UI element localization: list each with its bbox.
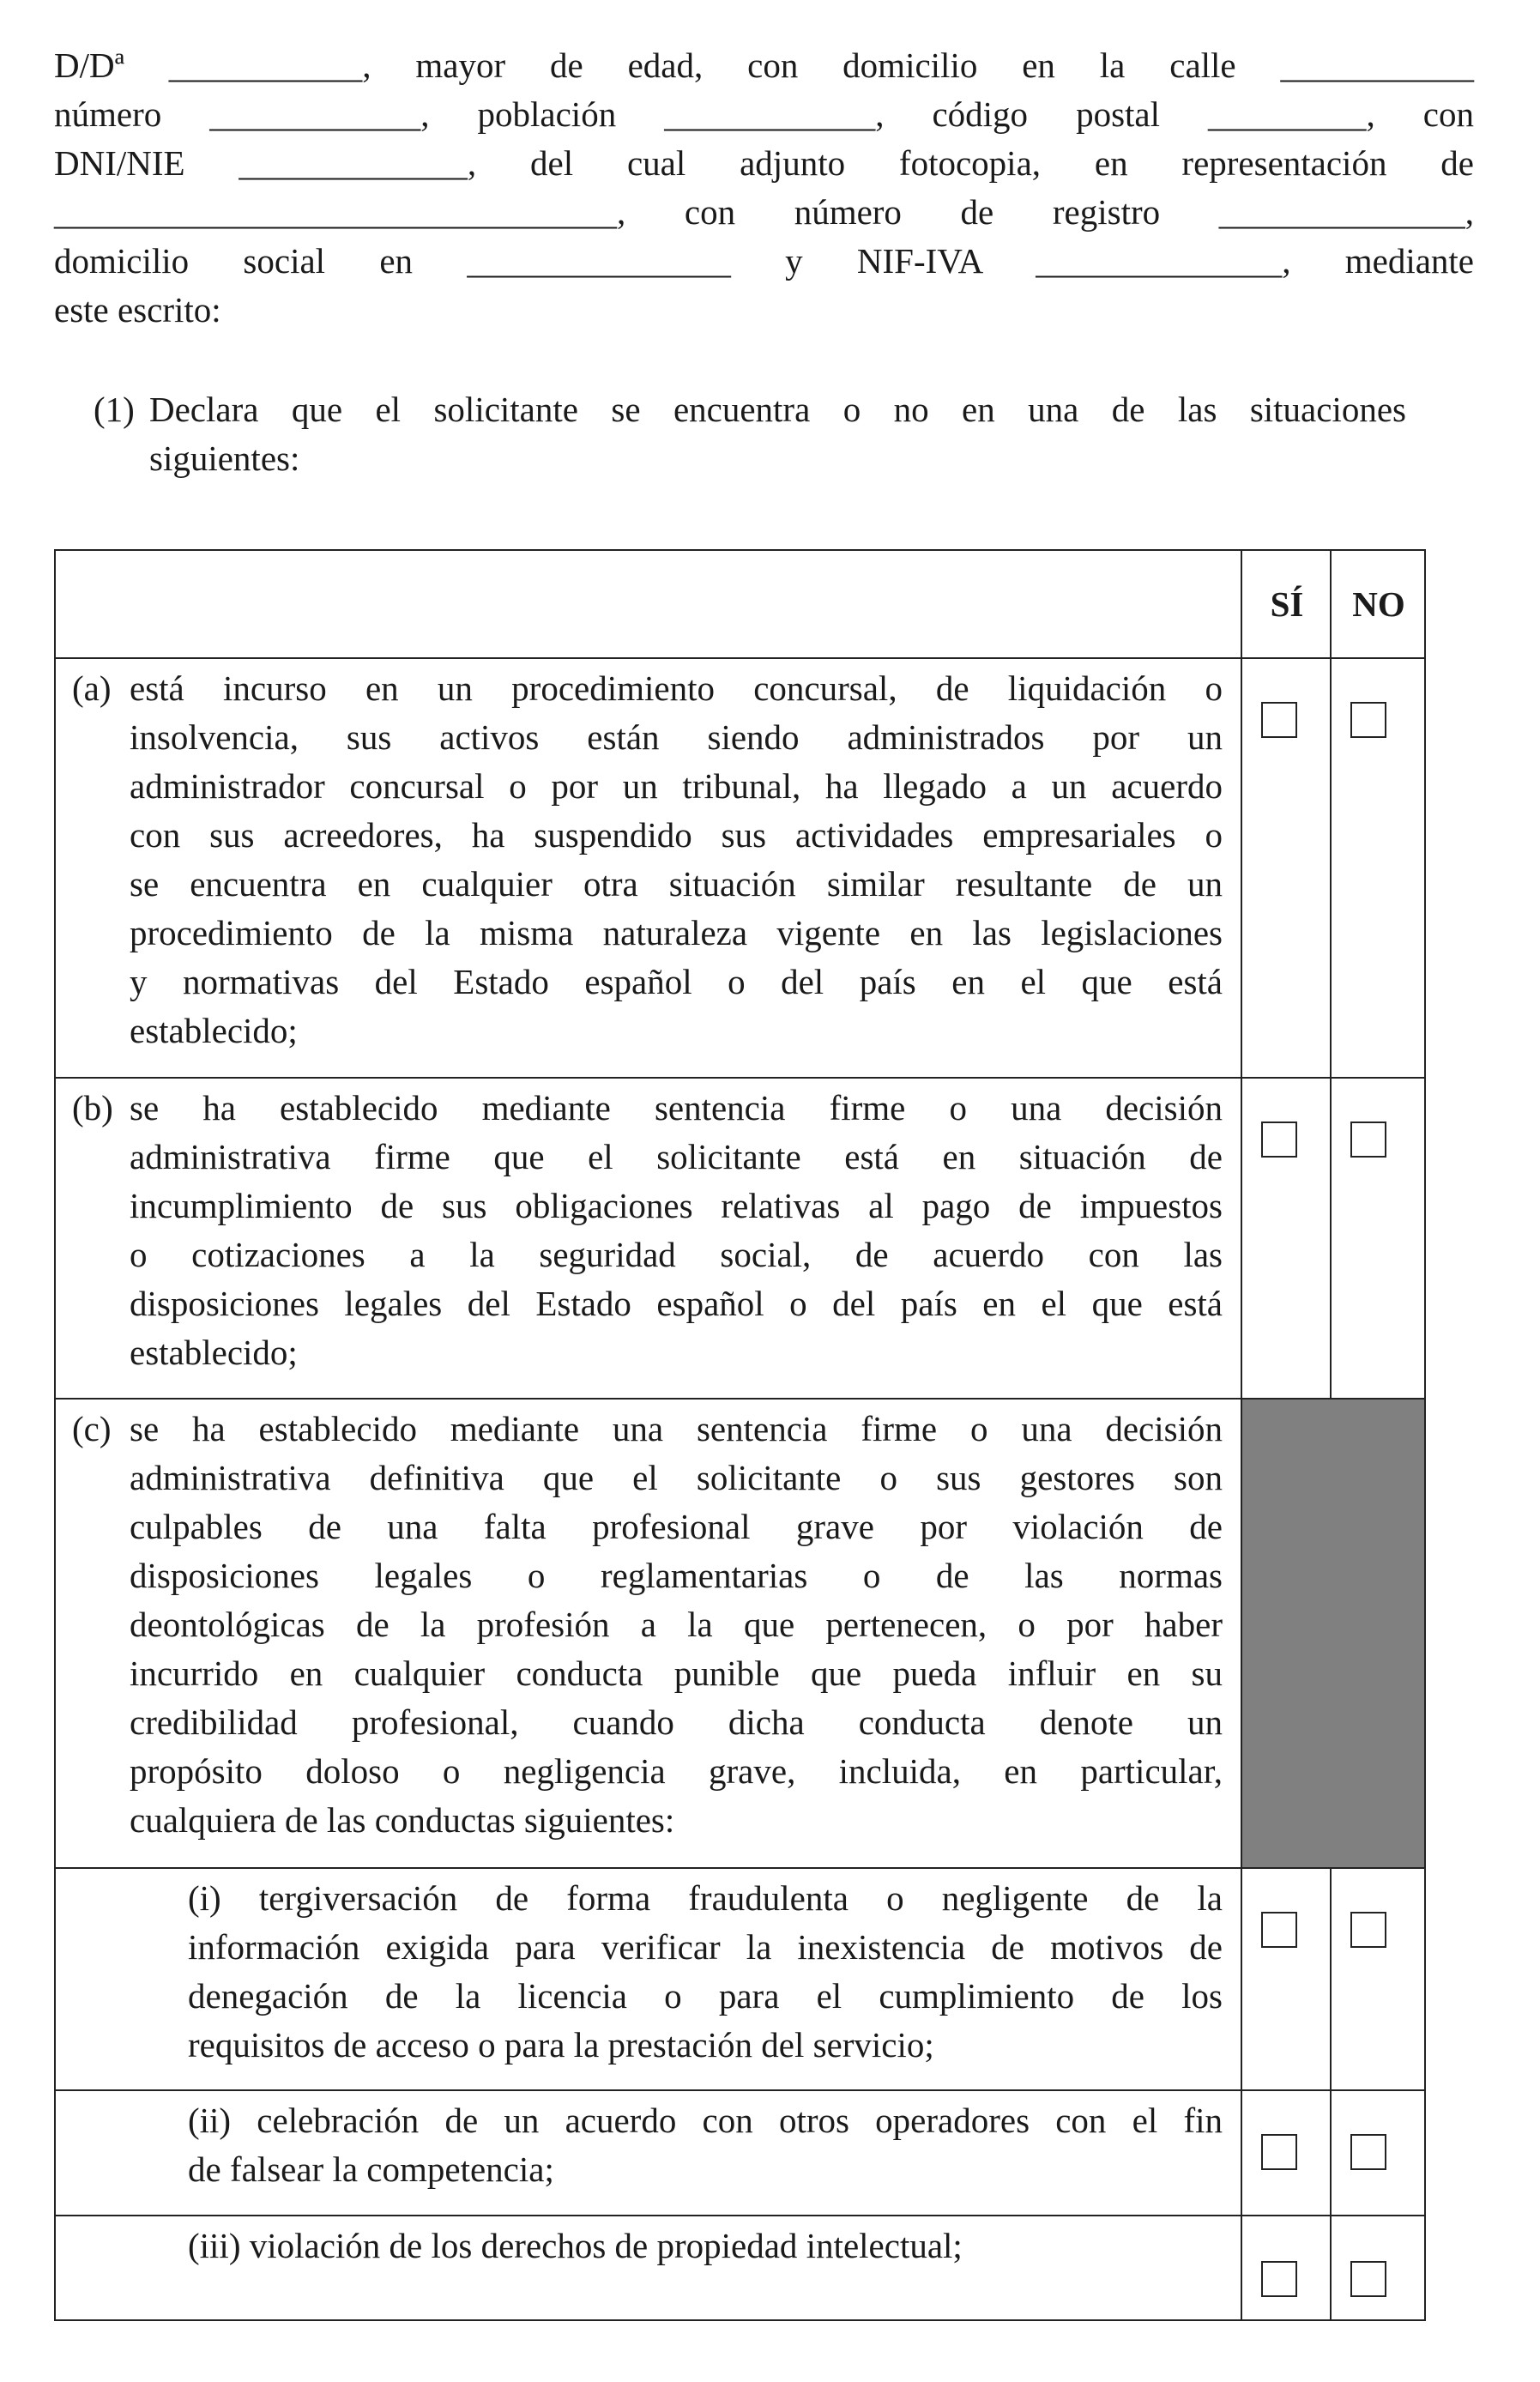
header-si: SÍ xyxy=(1270,584,1304,624)
text-line: requisitos de acceso o para la prestación del servicio; xyxy=(188,2025,934,2065)
text-line: D/Dª ___________, mayor de edad, con domicilio en la calle ___________ xyxy=(54,45,1474,85)
text-line: establecido; xyxy=(130,1011,298,1050)
text-line: se ha establecido mediante sentencia firme o una decisión xyxy=(130,1088,1223,1128)
text-line: se ha establecido mediante una sentencia firme o una decisión xyxy=(130,1409,1223,1448)
intro-paragraph xyxy=(54,41,1474,335)
text-line: credibilidad profesional, cuando dicha conducta denote un xyxy=(130,1702,1223,1742)
checkbox-no[interactable] xyxy=(1350,2134,1386,2170)
text-line: cualquiera de las conductas siguientes: xyxy=(130,1800,675,1840)
row-text xyxy=(188,2096,1223,2194)
row-label: (b) xyxy=(72,1088,113,1128)
table-row xyxy=(56,657,1424,1077)
text-line: domicilio social en _______________ y NIF-IVA ______________, mediante xyxy=(54,241,1474,281)
table-row xyxy=(56,2215,1424,2323)
text-line: de falsear la competencia; xyxy=(188,2149,554,2189)
declaration-text xyxy=(149,385,1406,483)
table-row xyxy=(56,2089,1424,2215)
text-line: información exigida para verificar la inexistencia de motivos de xyxy=(188,1927,1223,1967)
text-line: administrativa firme que el solicitante está en situación de xyxy=(130,1137,1223,1176)
text-line: disposiciones legales o reglamentarias o de las normas xyxy=(130,1556,1223,1595)
checkbox-no[interactable] xyxy=(1350,2261,1386,2297)
row-text xyxy=(130,1084,1223,1377)
text-line: procedimiento de la misma naturaleza vigente en las legislaciones xyxy=(130,913,1223,952)
text-line: establecido; xyxy=(130,1333,298,1372)
text-line: DNI/NIE _____________, del cual adjunto fotocopia, en representación de xyxy=(54,143,1474,183)
table-row xyxy=(56,1077,1424,1398)
text-line: siguientes: xyxy=(149,438,300,478)
checkbox-si[interactable] xyxy=(1261,2134,1297,2170)
checkbox-si[interactable] xyxy=(1261,1121,1297,1158)
checkbox-si[interactable] xyxy=(1261,1912,1297,1948)
row-text xyxy=(130,1405,1223,1845)
checkbox-no[interactable] xyxy=(1350,1121,1386,1158)
shaded-cell xyxy=(1242,1400,1424,1867)
checkbox-no[interactable] xyxy=(1350,1912,1386,1948)
row-text xyxy=(188,2222,1223,2270)
checkbox-si[interactable] xyxy=(1261,2261,1297,2297)
text-line: se encuentra en cualquier otra situación similar resultante de un xyxy=(130,864,1223,904)
text-line: disposiciones legales del Estado español o del país en el que está xyxy=(130,1284,1223,1323)
text-line: y normativas del Estado español o del país en el que está xyxy=(130,962,1223,1001)
text-line: (ii) celebración de un acuerdo con otros operadores con el fin xyxy=(188,2101,1223,2140)
text-line: denegación de la licencia o para el cumplimiento de los xyxy=(188,1976,1223,2016)
row-text xyxy=(188,1874,1223,2070)
text-line: incurrido en cualquier conducta punible que pueda influir en su xyxy=(130,1653,1223,1693)
text-line: incumplimiento de sus obligaciones relativas al pago de impuestos xyxy=(130,1186,1223,1225)
text-line: número ____________, población ____________, código postal _________, con xyxy=(54,94,1474,134)
text-line: deontológicas de la profesión a la que pertenecen, o por haber xyxy=(130,1605,1223,1644)
declaration-table xyxy=(54,549,1426,2321)
text-line: este escrito: xyxy=(54,290,221,329)
text-line: (iii) violación de los derechos de propiedad intelectual; xyxy=(188,2226,963,2265)
table-row xyxy=(56,1867,1424,2089)
text-line: propósito doloso o negligencia grave, incluida, en particular, xyxy=(130,1751,1223,1791)
text-line: Declara que el solicitante se encuentra o no en una de las situaciones xyxy=(149,390,1406,429)
table-row xyxy=(56,1398,1424,1867)
row-label: (a) xyxy=(72,668,112,708)
checkbox-si[interactable] xyxy=(1261,702,1297,738)
text-line: está incurso en un procedimiento concursal, de liquidación o xyxy=(130,668,1223,708)
text-line: insolvencia, sus activos están siendo administrados por un xyxy=(130,717,1223,757)
text-line: ________________________________, con número de registro ______________, xyxy=(54,192,1474,232)
text-line: administrador concursal o por un tribunal, ha llegado a un acuerdo xyxy=(130,766,1223,806)
checkbox-no[interactable] xyxy=(1350,702,1386,738)
row-text xyxy=(130,664,1223,1055)
text-line: (i) tergiversación de forma fraudulenta o negligente de la xyxy=(188,1878,1223,1918)
row-label: (c) xyxy=(72,1409,112,1448)
text-line: culpables de una falta profesional grave por violación de xyxy=(130,1507,1223,1546)
text-line: administrativa definitiva que el solicitante o sus gestores son xyxy=(130,1458,1223,1497)
text-line: con sus acreedores, ha suspendido sus actividades empresariales o xyxy=(130,815,1223,855)
text-line: o cotizaciones a la seguridad social, de acuerdo con las xyxy=(130,1235,1223,1274)
declaration-number: (1) xyxy=(94,390,135,429)
header-no: NO xyxy=(1352,584,1405,624)
